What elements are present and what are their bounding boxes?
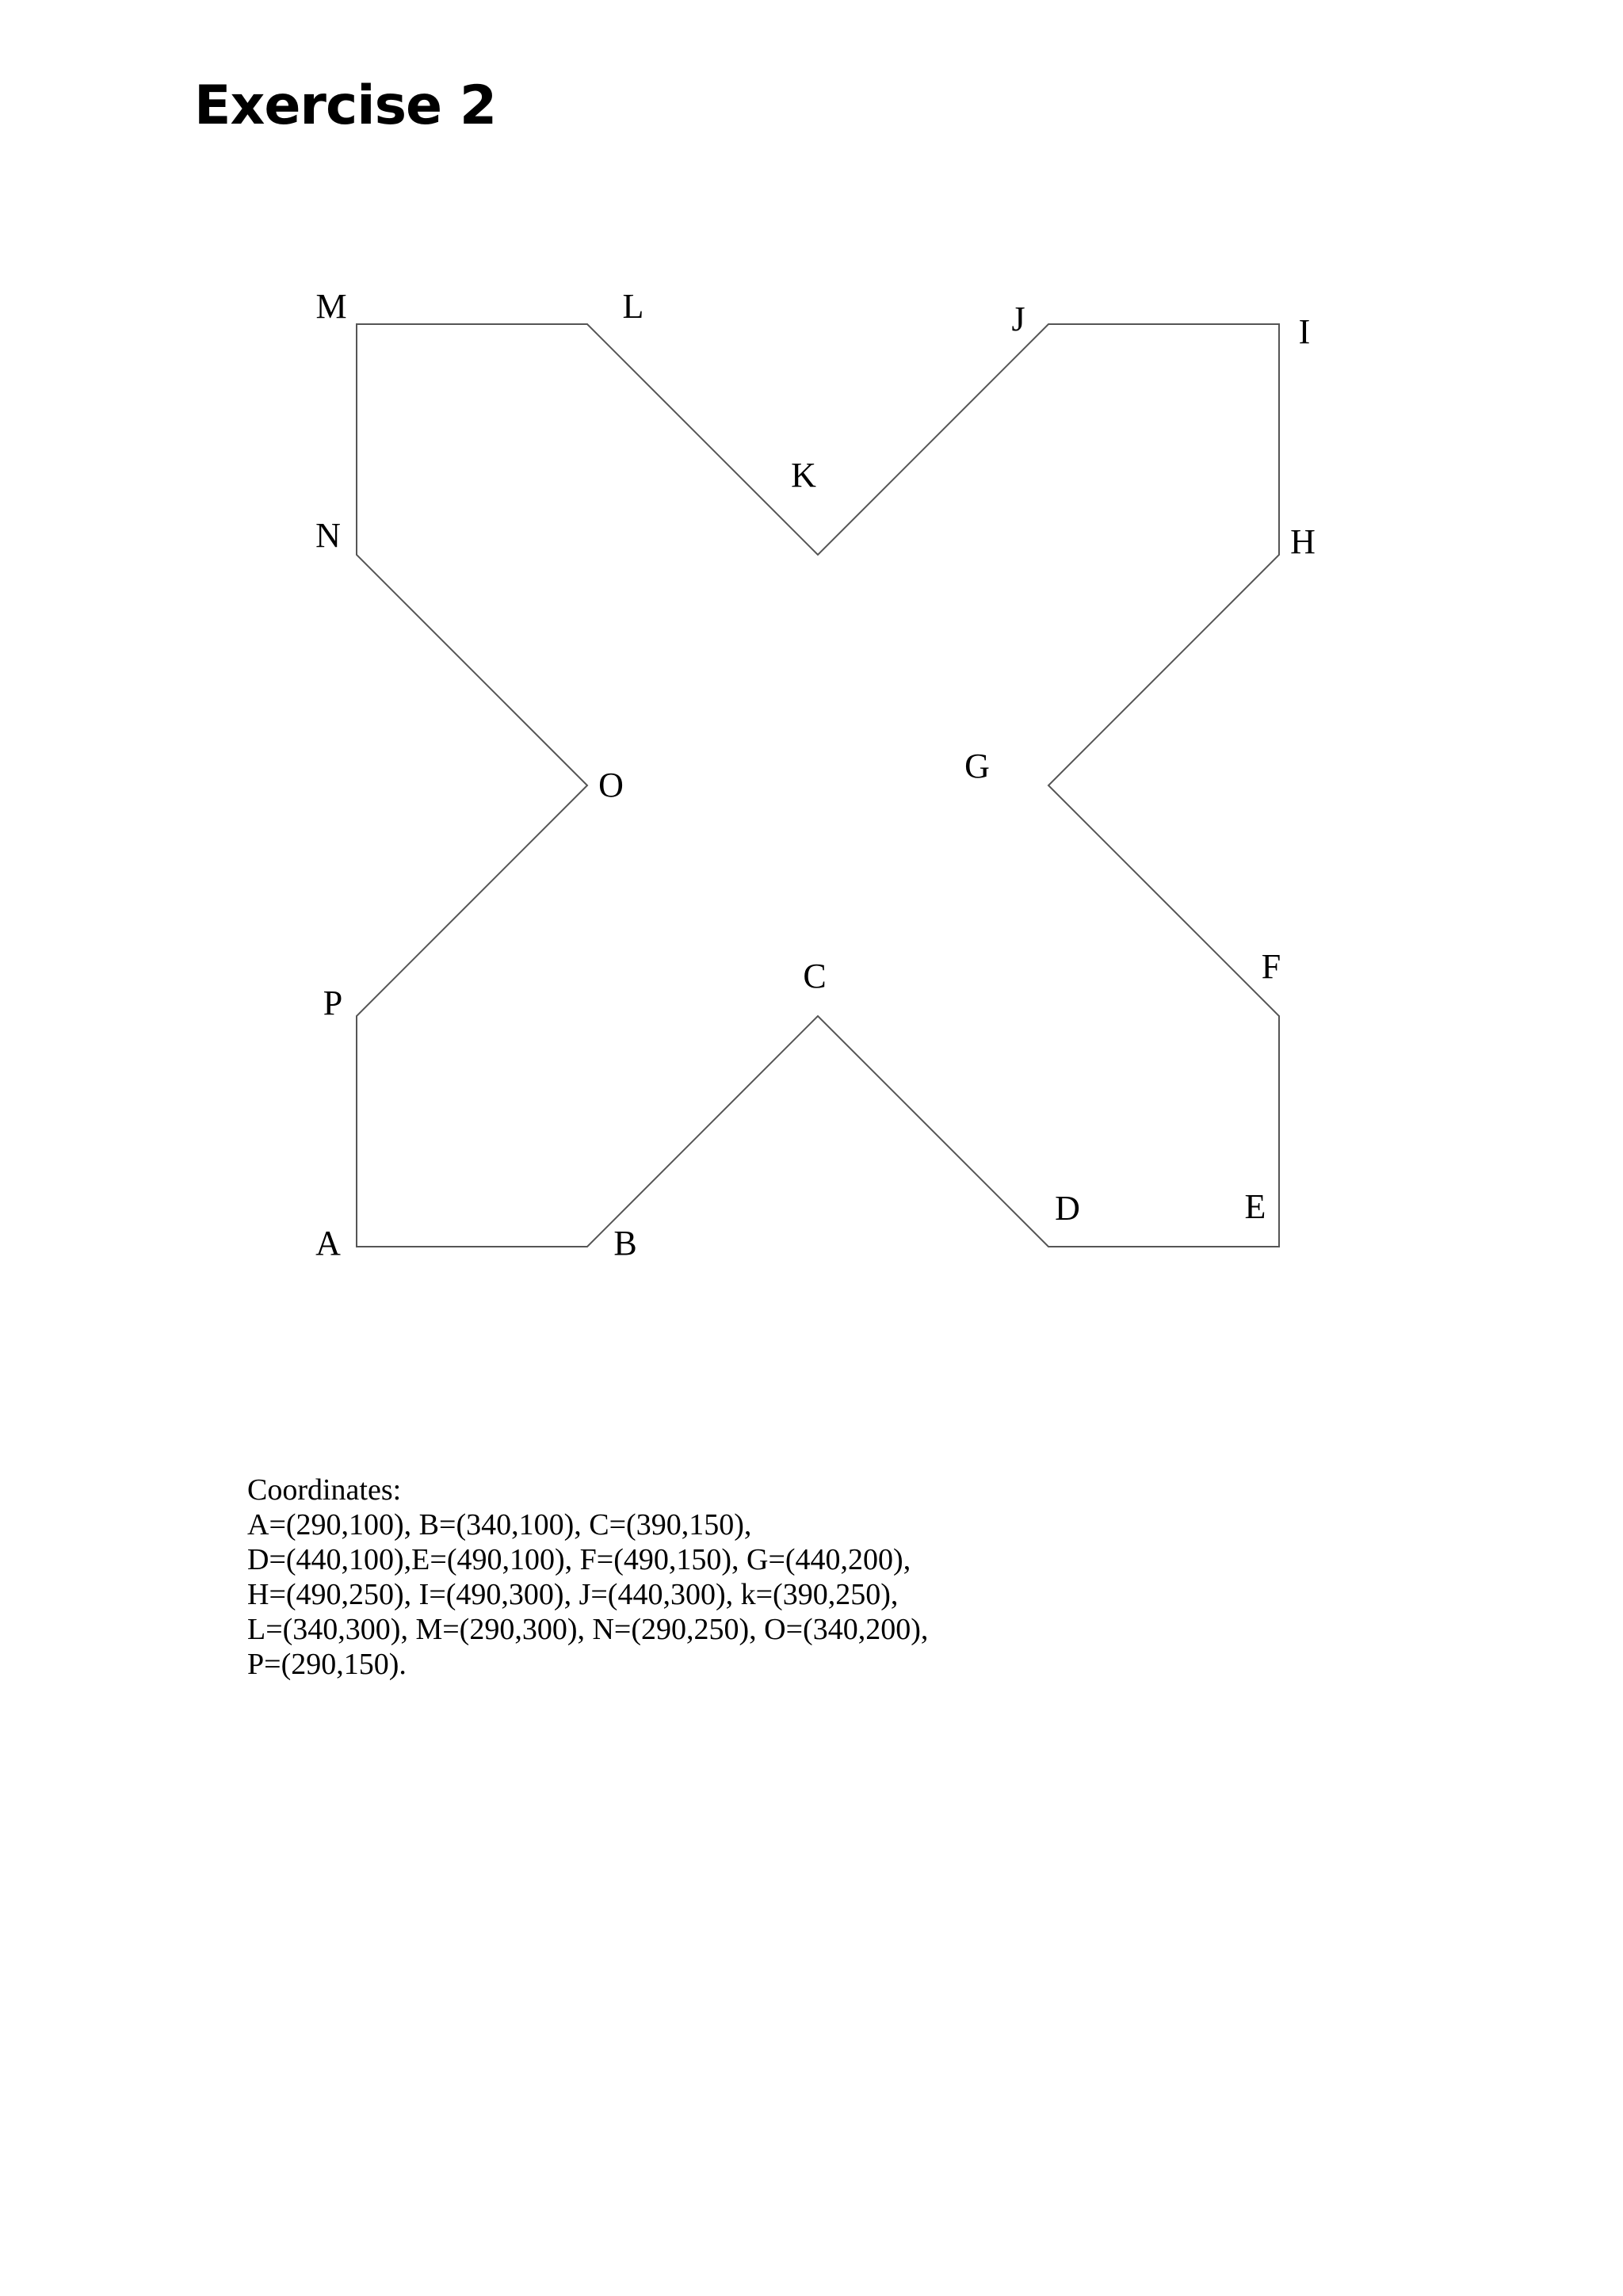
vertex-label-h: H xyxy=(1290,522,1316,561)
coordinates-line: L=(340,300), M=(290,300), N=(290,250), O=(340,200), xyxy=(247,1613,929,1646)
vertex-label-n: N xyxy=(315,516,341,555)
coordinates-line: A=(290,100), B=(340,100), C=(390,150), xyxy=(247,1508,752,1541)
vertex-label-a: A xyxy=(315,1224,341,1263)
vertex-label-j: J xyxy=(1011,300,1025,338)
coordinates-block xyxy=(247,1473,1436,1682)
coordinates-line: D=(440,100),E=(490,100), F=(490,150), G=(440,200), xyxy=(247,1543,911,1576)
vertex-label-o: O xyxy=(598,766,624,804)
vertex-label-l: L xyxy=(622,287,644,326)
coordinates-line: H=(490,250), I=(490,300), J=(440,300), k=(390,250), xyxy=(247,1578,899,1611)
coordinates-line: P=(290,150). xyxy=(247,1648,407,1681)
vertex-label-g: G xyxy=(964,747,990,785)
vertex-label-f: F xyxy=(1261,947,1281,986)
polygon-outline xyxy=(357,324,1279,1247)
vertex-label-p: P xyxy=(323,984,343,1022)
vertex-label-i: I xyxy=(1298,312,1311,351)
coordinates-heading: Coordinates: xyxy=(247,1473,402,1507)
vertex-label-e: E xyxy=(1244,1187,1266,1226)
page-title: Exercise 2 xyxy=(194,74,497,137)
vertex-label-b: B xyxy=(613,1224,637,1263)
vertex-label-c: C xyxy=(803,957,827,995)
vertex-labels xyxy=(315,287,1316,1263)
vertex-label-k: K xyxy=(791,456,816,495)
vertex-label-d: D xyxy=(1055,1189,1080,1228)
vertex-label-m: M xyxy=(315,287,347,326)
